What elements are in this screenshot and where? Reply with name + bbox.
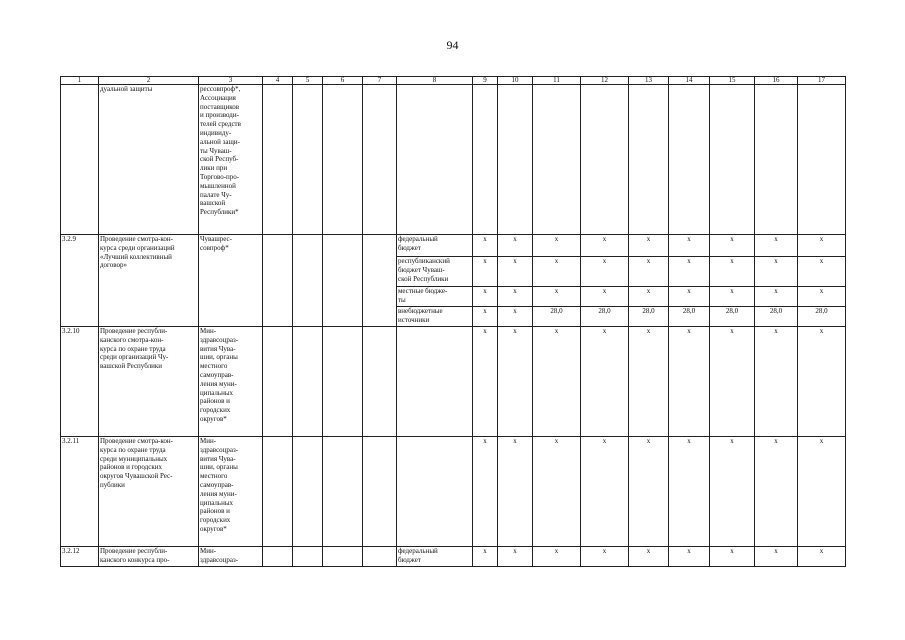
- text-line: районов и: [200, 507, 230, 516]
- column-number: 15: [710, 77, 755, 85]
- table-row: [61, 547, 846, 567]
- text-line: ты: [398, 295, 406, 304]
- text-line: городских: [200, 516, 231, 525]
- responsible-executor-cell: [199, 327, 263, 437]
- column-number: 2: [99, 77, 199, 85]
- value-cell: х: [581, 327, 629, 437]
- text-line: курса по охране труда: [100, 445, 166, 454]
- empty-cell: [293, 85, 323, 235]
- text-line: самоуправ-: [200, 370, 234, 379]
- value-cell: [755, 85, 798, 235]
- value-cell: х: [498, 257, 533, 287]
- value-cell: х: [498, 307, 533, 327]
- text-line: шии, органы: [200, 463, 238, 472]
- text-line: публики: [100, 480, 125, 489]
- value-cell: х: [629, 287, 669, 307]
- empty-cell: [363, 327, 397, 437]
- value-cell: х: [473, 437, 498, 547]
- value-cell: х: [798, 257, 846, 287]
- text-line: вашской Республики: [100, 362, 162, 371]
- empty-cell: [323, 235, 363, 327]
- text-line: ской Республики: [398, 274, 449, 283]
- value-cell: х: [581, 437, 629, 547]
- value-cell: х: [710, 287, 755, 307]
- value-cell: 28,0: [533, 307, 581, 327]
- value-cell: х: [755, 437, 798, 547]
- value-cell: 28,0: [629, 307, 669, 327]
- empty-cell: [363, 235, 397, 327]
- value-cell: х: [755, 547, 798, 567]
- text-line: дуальной защиты: [100, 85, 153, 93]
- text-line: канского смотра-кон-: [100, 335, 164, 344]
- empty-cell: [323, 85, 363, 235]
- text-line: здравсоцраз-: [200, 555, 239, 564]
- funding-source-cell: [397, 235, 473, 257]
- text-line: местного: [200, 472, 228, 481]
- empty-cell: [263, 437, 293, 547]
- value-cell: х: [581, 287, 629, 307]
- text-line: ской Респуб-: [200, 155, 239, 164]
- text-line: вития Чува-: [200, 344, 236, 353]
- value-cell: х: [473, 327, 498, 437]
- funding-source-cell: [397, 85, 473, 235]
- value-cell: х: [498, 547, 533, 567]
- text-line: округов*: [200, 414, 227, 423]
- activity-name-cell: [99, 85, 199, 235]
- text-line: городских: [200, 406, 231, 415]
- column-number: 7: [363, 77, 397, 85]
- item-number-cell: 3.2.12: [61, 547, 99, 567]
- column-number: 12: [581, 77, 629, 85]
- text-line: палате Чу-: [200, 190, 232, 199]
- item-number-cell: 3.2.10: [61, 327, 99, 437]
- column-number: 6: [323, 77, 363, 85]
- column-number: 16: [755, 77, 798, 85]
- value-cell: х: [473, 547, 498, 567]
- text-line: республиканский: [398, 257, 450, 265]
- value-cell: х: [755, 257, 798, 287]
- funding-source-cell: [397, 307, 473, 327]
- value-cell: 28,0: [581, 307, 629, 327]
- empty-cell: [363, 547, 397, 567]
- value-cell: х: [755, 235, 798, 257]
- text-line: поставщиков: [200, 102, 240, 111]
- value-cell: х: [710, 235, 755, 257]
- text-line: федеральный: [398, 235, 438, 243]
- empty-cell: [263, 235, 293, 327]
- activity-name-cell: [99, 235, 199, 327]
- value-cell: х: [629, 235, 669, 257]
- text-line: внебюджетные: [398, 307, 443, 315]
- value-cell: х: [498, 287, 533, 307]
- value-cell: [533, 85, 581, 235]
- column-number: 4: [263, 77, 293, 85]
- value-cell: [498, 85, 533, 235]
- text-line: совпроф*: [200, 243, 229, 252]
- value-cell: х: [629, 437, 669, 547]
- text-line: курса среди организаций: [100, 243, 175, 252]
- value-cell: х: [498, 327, 533, 437]
- text-line: Ассоциация: [200, 93, 236, 102]
- value-cell: х: [669, 327, 710, 437]
- text-line: шии, органы: [200, 353, 238, 362]
- table-row: [61, 437, 846, 547]
- responsible-executor-cell: [199, 235, 263, 327]
- value-cell: х: [669, 257, 710, 287]
- text-line: мышленной: [200, 181, 236, 190]
- text-line: лики при: [200, 164, 228, 173]
- value-cell: х: [629, 327, 669, 437]
- funding-source-cell: [397, 287, 473, 307]
- text-line: рессовпроф*,: [200, 85, 241, 93]
- activity-name-cell: [99, 437, 199, 547]
- text-line: районов и: [200, 397, 230, 406]
- value-cell: х: [710, 327, 755, 437]
- text-line: здравсоцраз-: [200, 445, 239, 454]
- value-cell: х: [710, 437, 755, 547]
- text-line: самоуправ-: [200, 480, 234, 489]
- text-line: районов и городских: [100, 463, 162, 472]
- value-cell: х: [710, 547, 755, 567]
- value-cell: 28,0: [669, 307, 710, 327]
- item-number-cell: [61, 85, 99, 235]
- text-line: вития Чува-: [200, 454, 236, 463]
- value-cell: х: [581, 257, 629, 287]
- responsible-executor-cell: [199, 547, 263, 567]
- funding-source-cell: [397, 257, 473, 287]
- text-line: местного: [200, 362, 228, 371]
- text-line: местные бюдже-: [398, 287, 448, 295]
- empty-cell: [323, 437, 363, 547]
- item-number-cell: 3.2.11: [61, 437, 99, 547]
- value-cell: [798, 85, 846, 235]
- empty-cell: [293, 437, 323, 547]
- value-cell: х: [473, 287, 498, 307]
- value-cell: х: [533, 437, 581, 547]
- text-line: Республики*: [200, 208, 239, 217]
- value-cell: х: [669, 235, 710, 257]
- responsible-executor-cell: [199, 85, 263, 235]
- column-number: 9: [473, 77, 498, 85]
- value-cell: х: [798, 547, 846, 567]
- program-table: [60, 76, 846, 567]
- value-cell: [473, 85, 498, 235]
- column-number: 17: [798, 77, 846, 85]
- column-number: 11: [533, 77, 581, 85]
- empty-cell: [323, 327, 363, 437]
- text-line: «Лучший коллективный: [100, 252, 172, 261]
- value-cell: [710, 85, 755, 235]
- value-cell: х: [669, 547, 710, 567]
- empty-cell: [263, 85, 293, 235]
- value-cell: х: [755, 327, 798, 437]
- activity-name-cell: [99, 547, 199, 567]
- value-cell: х: [629, 257, 669, 287]
- text-line: альной защи-: [200, 137, 240, 146]
- empty-cell: [293, 547, 323, 567]
- text-line: Мин-: [200, 437, 217, 445]
- text-line: индивиду-: [200, 128, 232, 137]
- empty-cell: [363, 85, 397, 235]
- page-number: 94: [446, 38, 459, 52]
- text-line: бюджет: [398, 555, 421, 564]
- value-cell: х: [629, 547, 669, 567]
- text-line: ления муни-: [200, 489, 237, 498]
- responsible-executor-cell: [199, 437, 263, 547]
- table-row: [61, 235, 846, 257]
- value-cell: х: [798, 287, 846, 307]
- value-cell: [629, 85, 669, 235]
- text-line: округов*: [200, 524, 227, 533]
- empty-cell: [293, 327, 323, 437]
- value-cell: х: [498, 235, 533, 257]
- value-cell: 28,0: [798, 307, 846, 327]
- text-line: бюджет Чуваш-: [398, 265, 445, 274]
- text-line: Мин-: [200, 547, 217, 555]
- text-line: курса по охране труда: [100, 344, 166, 353]
- column-number: 10: [498, 77, 533, 85]
- value-cell: х: [710, 257, 755, 287]
- funding-source-cell: [397, 437, 473, 547]
- value-cell: [669, 85, 710, 235]
- text-line: источники: [398, 315, 430, 324]
- empty-cell: [263, 327, 293, 437]
- text-line: Проведение республи-: [100, 327, 168, 335]
- text-line: ципальных: [200, 388, 234, 397]
- text-line: и производи-: [200, 111, 239, 120]
- text-line: здравсоцраз-: [200, 335, 239, 344]
- value-cell: х: [473, 257, 498, 287]
- empty-cell: [363, 437, 397, 547]
- table-row: [61, 327, 846, 437]
- value-cell: 28,0: [710, 307, 755, 327]
- value-cell: [581, 85, 629, 235]
- value-cell: х: [533, 287, 581, 307]
- text-line: бюджет: [398, 243, 421, 252]
- text-line: телей средств: [200, 120, 241, 129]
- value-cell: х: [533, 235, 581, 257]
- text-line: вашской: [200, 199, 226, 208]
- value-cell: х: [473, 235, 498, 257]
- value-cell: х: [533, 257, 581, 287]
- value-cell: х: [581, 235, 629, 257]
- value-cell: х: [669, 287, 710, 307]
- text-line: Проведение смотра-кон-: [100, 437, 174, 445]
- text-line: Чувашрес-: [200, 235, 232, 243]
- text-line: договор»: [100, 261, 128, 270]
- activity-name-cell: [99, 327, 199, 437]
- column-number: 8: [397, 77, 473, 85]
- value-cell: х: [798, 327, 846, 437]
- text-line: ления муни-: [200, 379, 237, 388]
- value-cell: х: [533, 547, 581, 567]
- value-cell: х: [581, 547, 629, 567]
- text-line: Торгово-про-: [200, 172, 240, 181]
- value-cell: х: [498, 437, 533, 547]
- column-number-row: [61, 77, 846, 85]
- empty-cell: [263, 547, 293, 567]
- value-cell: х: [473, 307, 498, 327]
- empty-cell: [323, 547, 363, 567]
- value-cell: х: [669, 437, 710, 547]
- text-line: ты Чуваш-: [200, 146, 232, 155]
- text-line: ципальных: [200, 498, 234, 507]
- column-number: 1: [61, 77, 99, 85]
- table-body: [61, 85, 846, 567]
- value-cell: х: [755, 287, 798, 307]
- text-line: Мин-: [200, 327, 217, 335]
- funding-source-cell: [397, 547, 473, 567]
- text-line: округов Чувашской Рес-: [100, 472, 173, 481]
- text-line: канского конкурса про-: [100, 555, 170, 564]
- column-number: 13: [629, 77, 669, 85]
- text-line: Проведение республи-: [100, 547, 168, 555]
- empty-cell: [293, 235, 323, 327]
- column-number: 5: [293, 77, 323, 85]
- value-cell: х: [798, 235, 846, 257]
- text-line: федеральный: [398, 547, 438, 555]
- value-cell: 28,0: [755, 307, 798, 327]
- text-line: Проведение смотра-кон-: [100, 235, 174, 243]
- column-number: 3: [199, 77, 263, 85]
- funding-source-cell: [397, 327, 473, 437]
- value-cell: х: [533, 327, 581, 437]
- table-row: [61, 85, 846, 235]
- item-number-cell: 3.2.9: [61, 235, 99, 327]
- column-number: 14: [669, 77, 710, 85]
- value-cell: х: [798, 437, 846, 547]
- text-line: среди муниципальных: [100, 454, 168, 463]
- text-line: среди организаций Чу-: [100, 353, 169, 362]
